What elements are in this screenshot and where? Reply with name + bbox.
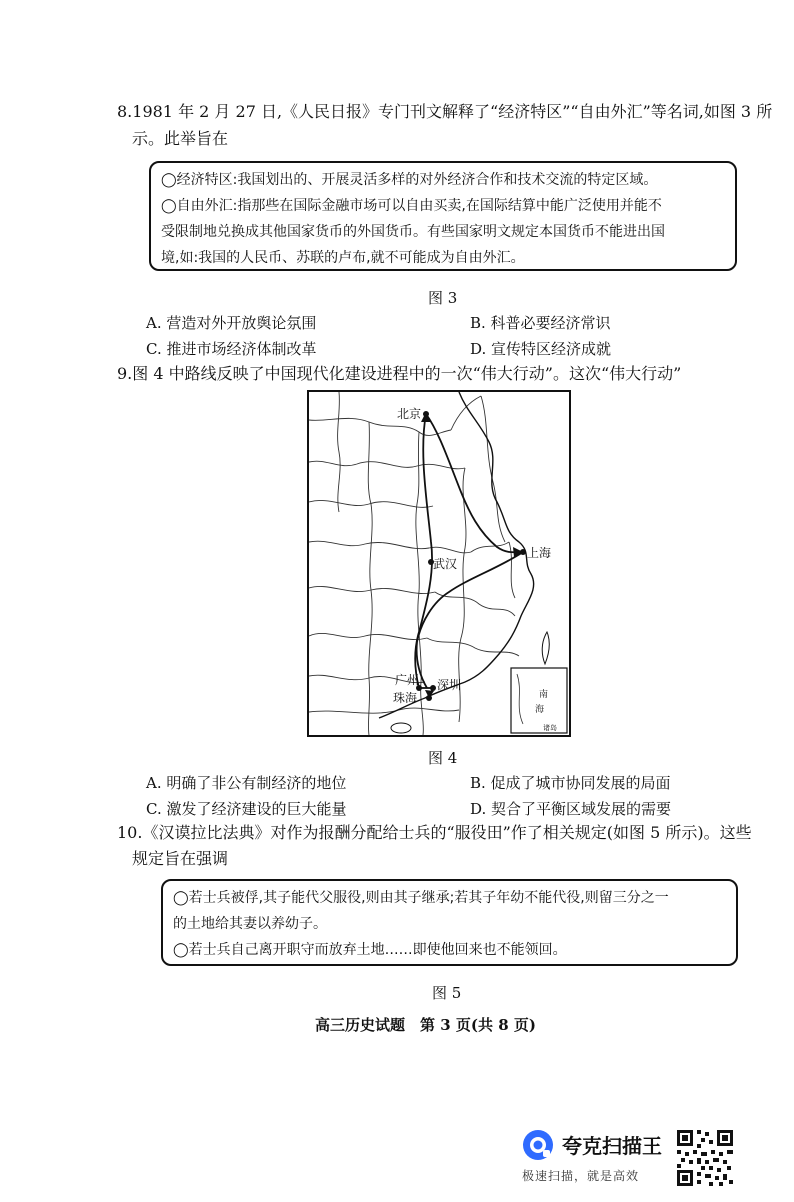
taiwan-outline <box>542 632 549 664</box>
label-guangzhou: 广州 <box>395 673 420 687</box>
inset-label: 海 <box>535 705 545 715</box>
route-lines <box>415 414 523 698</box>
label-zhuhai: 珠海 <box>393 691 418 705</box>
q8-option-c[interactable]: C. 推进市场经济体制改革 <box>146 340 317 358</box>
label-shanghai: 上海 <box>527 546 552 560</box>
q8-stem-line1: 8.1981 年 2 月 27 日,《人民日报》专门刊文解释了“经济特区”“自由外汇”等名词,如图 3 所 <box>117 102 773 121</box>
figure-4-caption: 图 4 <box>428 749 458 767</box>
figure-4-map <box>307 390 571 737</box>
brand-slogan: 极速扫描，就是高效 <box>522 1169 640 1183</box>
q9-stem-line1: 9.图 4 中路线反映了中国现代化建设进程中的一次“伟大行动”。这次“伟大行动” <box>117 364 682 383</box>
figure-5-caption: 图 5 <box>432 984 462 1002</box>
qr-code-icon[interactable] <box>675 1128 735 1188</box>
q8-option-d[interactable]: D. 宣传特区经济成就 <box>470 340 612 358</box>
q10-stem-line1: 10.《汉谟拉比法典》对作为报酬分配给士兵的“服役田”作了相关规定(如图 5 所示)。这些 <box>117 823 752 842</box>
label-wuhan: 武汉 <box>433 557 458 571</box>
page-footer: 高三历史试题 第 3 页(共 8 页) <box>315 1016 536 1034</box>
label-beijing: 北京 <box>397 407 422 421</box>
figure-5-box <box>161 879 738 966</box>
q9-option-c[interactable]: C. 激发了经济建设的巨大能量 <box>146 800 347 818</box>
inset-label: 南 <box>539 690 549 700</box>
figure-5-line: ◯若士兵被俘,其子能代父服役,则由其子继承;若其子年幼不能代役,则留三分之一 <box>173 890 669 906</box>
label-shenzhen: 深圳 <box>437 678 462 692</box>
q9-option-b[interactable]: B. 促成了城市协同发展的局面 <box>470 774 671 792</box>
figure-3-line: 境,如:我国的人民币、苏联的卢布,就不可能成为自由外汇。 <box>161 250 525 266</box>
q9-option-d[interactable]: D. 契合了平衡区域发展的需要 <box>470 800 672 818</box>
city-dot-shanghai <box>520 549 526 555</box>
quark-logo-icon <box>521 1128 555 1162</box>
china-route-map <box>309 392 569 735</box>
q8-option-a[interactable]: A. 营造对外开放舆论氛围 <box>146 314 317 332</box>
figure-3-line: 受限制地兑换成其他国家货币的外国货币。有些国家明文规定本国货币不能进出国 <box>161 224 665 240</box>
figure-5-line: 的土地给其妻以养幼子。 <box>173 916 327 932</box>
figure-3-box <box>149 161 737 271</box>
hainan-outline <box>391 723 411 733</box>
inset-label: 诸岛 <box>543 724 557 732</box>
q9-option-a[interactable]: A. 明确了非公有制经济的地位 <box>146 774 347 792</box>
city-dot-zhuhai <box>426 695 432 701</box>
figure-5-line: ◯若士兵自己离开职守而放弃土地……即使他回来也不能领回。 <box>173 942 567 958</box>
figure-3-caption: 图 3 <box>428 289 458 307</box>
figure-3-line: ◯经济特区:我国划出的、开展灵活多样的对外经济合作和技术交流的特定区域。 <box>161 172 658 188</box>
q8-stem-line2: 示。此举旨在 <box>132 129 229 148</box>
city-dot-shenzhen <box>430 685 436 691</box>
brand-name: 夸克扫描王 <box>562 1134 662 1158</box>
city-dot-beijing <box>423 411 429 417</box>
q10-stem-line2: 规定旨在强调 <box>132 849 229 868</box>
q8-option-b[interactable]: B. 科普必要经济常识 <box>470 314 611 332</box>
figure-3-line: ◯自由外汇:指那些在国际金融市场可以自由买卖,在国际结算中能广泛使用并能不 <box>161 198 662 214</box>
